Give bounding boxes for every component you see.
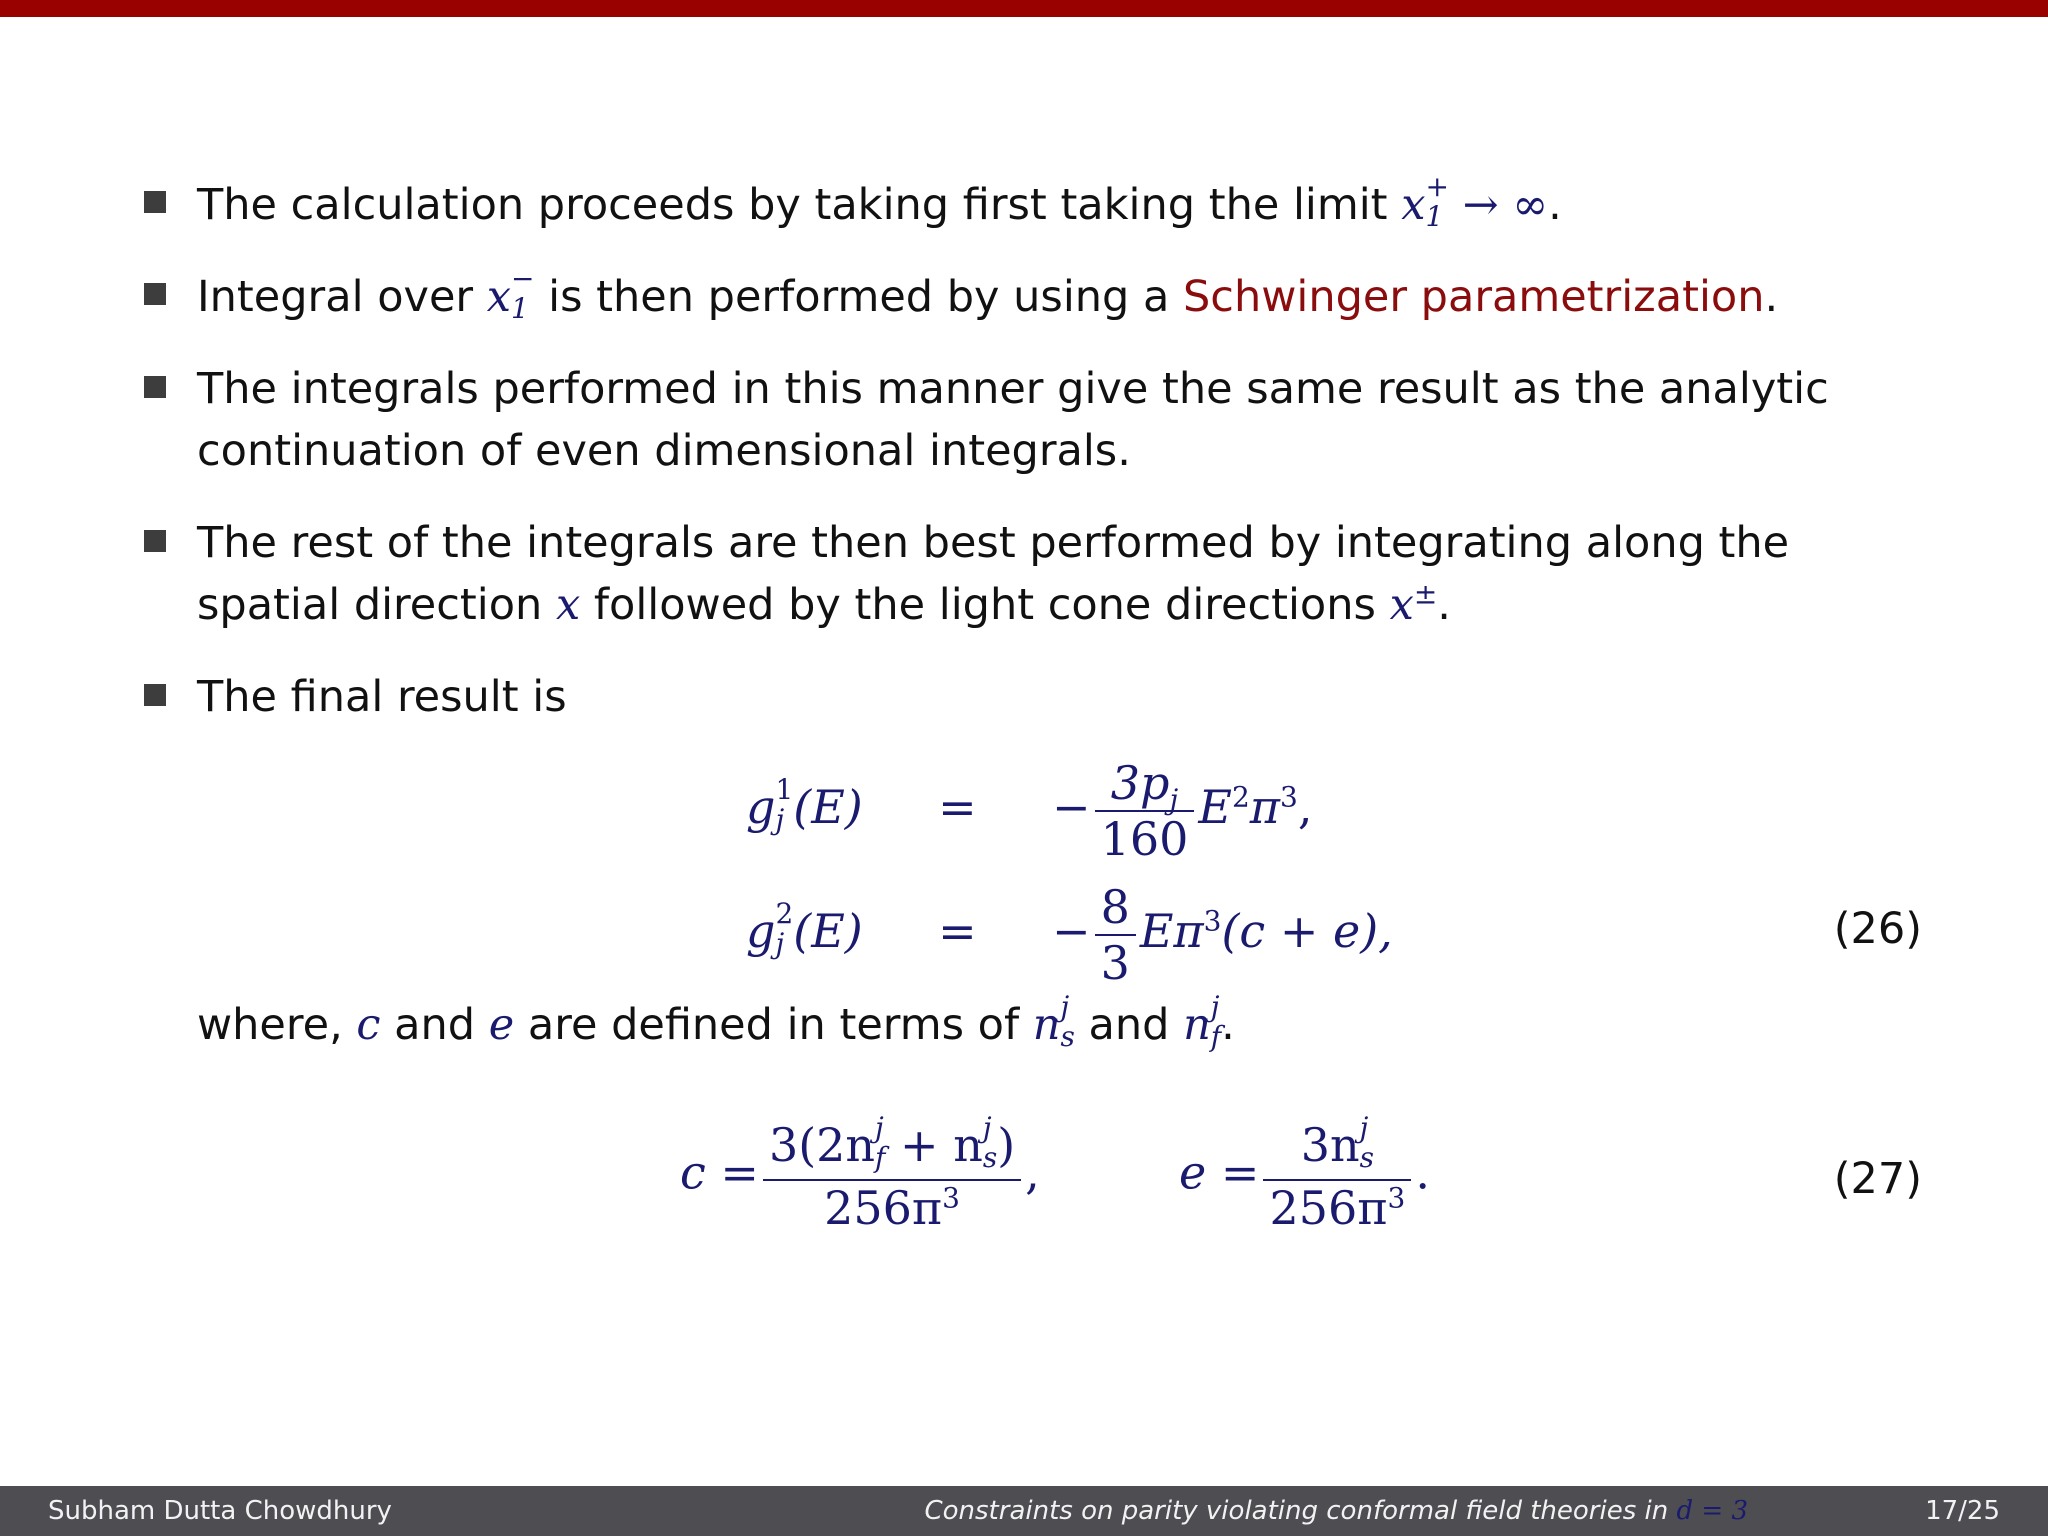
math-sub: s [982,1141,998,1174]
math-sup: 2 [775,897,794,930]
footer-title-text: Constraints on parity violating conformal field theories in [924,1496,1677,1526]
math-g: g [746,904,776,958]
math-sup: 3 [942,1181,960,1215]
math-sup: j [1359,1111,1369,1144]
num-e: 3n [1300,1118,1360,1172]
math-sub: 1 [1425,199,1444,233]
minus-sign: − [1052,904,1091,958]
math-sup: + [1425,169,1449,203]
where-line [197,989,1235,1058]
math-script [775,775,793,835]
math-sup: j [875,1111,884,1144]
fraction-c [763,1111,1021,1235]
bullet-marker [144,530,166,552]
fraction [1095,756,1195,866]
numerator: 8 [1100,880,1130,934]
numerator-c [763,1111,1021,1179]
num-c-1: 3(2n [768,1118,876,1172]
footer-page-number: 17/25 [1925,1496,2000,1526]
math-sup: 3 [1280,780,1298,814]
fraction [1095,880,1136,990]
math-script [983,1113,997,1173]
math-sup: 2 [1231,780,1250,814]
bullet-2-post: . [1764,272,1779,322]
equation-number-27: (27) [1833,1154,1922,1204]
math-sup: 1 [775,773,794,806]
footer-bar [0,1486,2048,1536]
minus-sign: − [1052,780,1091,834]
bullet-3-line-1: The integrals performed in this manner give the same result as the analytic [197,364,1829,414]
math-sub: j [775,927,785,960]
bullet-3-line-2: continuation of even dimensional integrals. [197,426,1131,476]
denominator-c [763,1179,1021,1235]
period: . [1415,1145,1430,1200]
bullet-1-post: . [1548,180,1562,230]
math-E-pi: Eπ [1139,904,1204,958]
denominator-e [1263,1179,1411,1235]
num-sub: j [1169,783,1179,817]
math-e: e [488,1000,515,1050]
numerator-e [1263,1111,1411,1179]
bullet-1-text [197,169,1562,238]
bullet-1-pre: The calculation proceeds by taking first taking the limit [197,180,1402,230]
den-c: 256π [824,1181,943,1235]
math-script [875,1113,885,1173]
e-lhs: e = [1179,1145,1260,1200]
footer-author: Subham Dutta Chowdhury [48,1496,392,1526]
math-sup: j [982,1111,992,1144]
math-sub: f [1210,1019,1222,1053]
math-script [511,261,535,325]
math-c: c [356,1000,381,1050]
math-script [1425,169,1449,233]
math-sup: 3 [1387,1181,1406,1215]
bullet-4-line-2 [197,574,1451,636]
math-arg: (E) [793,780,863,834]
numerator [1095,756,1195,817]
num-text: 3p [1110,756,1170,810]
bullet-marker [144,191,166,213]
where-and-2: and [1074,1000,1184,1050]
math-x: x [1389,580,1414,630]
where-mid: are defined in terms of [514,1000,1033,1050]
equals-sign: = [938,780,977,834]
bullet-4-mid: followed by the light cone directions [580,580,1390,630]
math-sub: 1 [511,291,529,325]
where-post: . [1221,1000,1235,1050]
comma: , [1297,780,1313,834]
math-pi: π [1249,780,1281,834]
bullet-2-mid: is then performed by using a [534,272,1184,322]
math-sub: j [775,803,785,836]
math-sub: f [875,1141,886,1174]
math-g: g [746,780,776,834]
bullet-2-pre: Integral over [197,272,487,322]
math-sub: s [1060,1019,1075,1053]
equals-sign: = [938,904,977,958]
fraction-e [1263,1111,1411,1235]
footer-title [924,1486,1748,1536]
bullet-5-text: The final result is [197,672,567,722]
math-c-plus-e: (c + e), [1221,904,1393,958]
footer-title-math: d = 3 [1676,1496,1748,1526]
num-c-mid: + n [885,1118,983,1172]
bullet-marker [144,684,166,706]
schwinger-link[interactable]: Schwinger parametrization [1183,272,1765,322]
math-x: x [1401,180,1426,230]
math-n: n [1183,1000,1211,1050]
math-script [1060,989,1075,1053]
math-sup: ± [1413,577,1438,611]
bullet-4-pre: spatial direction [197,580,556,630]
num-c-end: ) [997,1118,1016,1172]
denominator: 160 [1095,810,1195,866]
equation-26-row-1 [746,756,1312,866]
bullet-4-line-1: The rest of the integrals are then best performed by integrating along the [197,518,1790,568]
math-sup: − [511,261,535,295]
denominator: 3 [1095,934,1136,990]
math-sup: 3 [1203,904,1222,938]
equation-26-row-2 [746,880,1393,990]
math-x: x [486,272,512,322]
c-lhs: c = [680,1145,759,1200]
bullet-marker [144,283,166,305]
math-script [1360,1113,1374,1173]
where-and-1: and [380,1000,489,1050]
math-x: x [555,580,581,630]
bullet-2-text [197,261,1779,330]
math-sup: j [1060,989,1070,1023]
bullet-marker [144,376,166,398]
math-n: n [1032,1000,1061,1050]
den-e: 256π [1269,1181,1388,1235]
math-sup: j [1210,989,1220,1023]
math-limit: → ∞ [1448,180,1549,230]
math-script [1210,989,1222,1053]
math-sub: s [1359,1141,1375,1174]
equation-number-26: (26) [1833,904,1922,954]
math-script [775,899,793,959]
comma: , [1025,1145,1040,1200]
where-pre: where, [197,1000,357,1050]
math-E: E [1198,780,1232,834]
bullet-4-post: . [1437,580,1451,630]
equation-27 [680,1111,1430,1235]
math-arg: (E) [793,904,863,958]
